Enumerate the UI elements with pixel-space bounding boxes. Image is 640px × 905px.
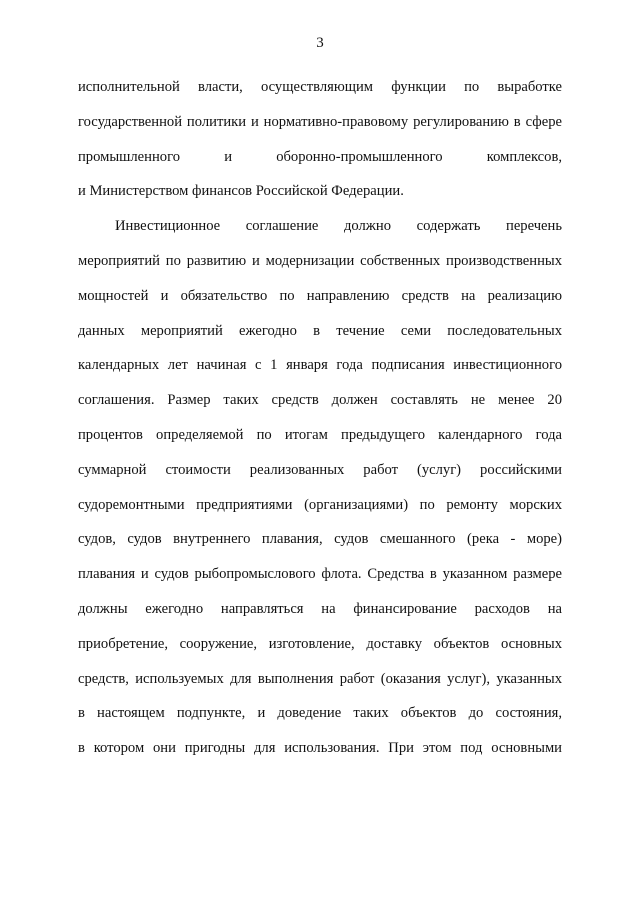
text-line: исполнительной власти, осуществляющим функции по выработке [78,79,562,95]
text-line: промышленного и оборонно-промышленного комплексов, [78,148,562,165]
text-line: мощностей и обязательство по направлению средств на реализацию [78,287,562,304]
text-line: процентов определяемой по итогам предыдущего календарного года [78,426,562,443]
text-line: в настоящем подпункте, и доведение таких объектов до состояния, [78,705,562,722]
text-line: в котором они пригодны для использования. При этом под основными [78,740,562,757]
page-number: 3 [316,35,324,51]
text-line: судов, судов внутреннего плавания, судов смешанного (река - море) [78,531,562,548]
text-line: плавания и судов рыбопромыслового флота. Средства в указанном размере [78,566,562,583]
text-line: суммарной стоимости реализованных работ (услуг) российскими [78,461,562,478]
text-line: и Министерством финансов Российской Федерации. [78,183,404,200]
text-line: мероприятий по развитию и модернизации собственных производственных [78,252,562,269]
text-line: средств, используемых для выполнения работ (оказания услуг), указанных [78,670,562,687]
body-text [78,72,562,768]
text-line: должны ежегодно направляться на финансирование расходов на [78,600,562,617]
text-line: судоремонтными предприятиями (организациями) по ремонту морских [78,496,562,513]
paragraph-first-line: Инвестиционное соглашение должно содержать перечень [115,218,562,235]
text-line: соглашения. Размер таких средств должен составлять не менее 20 [78,392,562,409]
text-line: данных мероприятий ежегодно в течение семи последовательных [78,322,562,339]
text-line: приобретение, сооружение, изготовление, доставку объектов основных [78,635,562,652]
text-line: календарных лет начиная с 1 января года подписания инвестиционного [78,357,562,374]
text-line: государственной политики и нормативно-правовому регулированию в сфере [78,113,562,130]
